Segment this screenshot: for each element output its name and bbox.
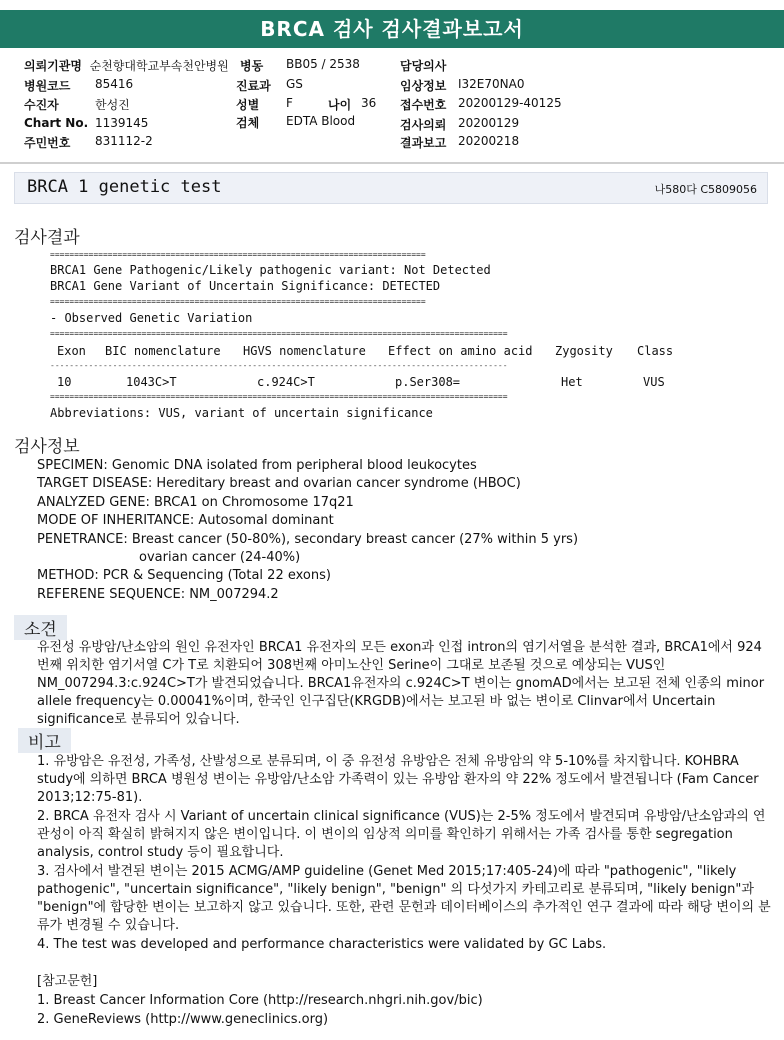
resident-value: 831112-2	[95, 134, 153, 148]
receipt-label: 접수번호	[400, 98, 447, 112]
results-heading: 검사결과	[14, 228, 80, 248]
chart-value: 1139145	[95, 116, 149, 130]
penetrance-line: PENETRANCE: Breast cancer (50-80%), secondary breast cancer (27% within 5 yrs)	[37, 532, 579, 547]
table-cell-class: VUS	[643, 375, 665, 389]
request-value: 20200129	[458, 116, 520, 130]
sex-label: 성별	[236, 98, 260, 112]
table-cell-bic: 1043C>T	[126, 375, 177, 389]
ward-label: 병동	[240, 59, 264, 73]
report-value: 20200218	[458, 134, 520, 148]
findings-heading: 소견	[14, 615, 67, 640]
test-code: 나580다 C5809056	[654, 183, 757, 196]
test-name-bar	[14, 172, 768, 204]
abbreviations-text: Abbreviations: VUS, variant of uncertain significance	[50, 406, 433, 420]
hospital-code-label: 병원코드	[24, 79, 71, 93]
table-cell-zygosity: Het	[561, 375, 583, 389]
age-value: 36	[361, 96, 377, 110]
table-header-effect: Effect on amino acid	[388, 344, 533, 358]
note-2: 2. BRCA 유전자 검사 시 Variant of uncertain clinical significance (VUS)는 2-5% 정도에서 발견되며 유방암/난소암과의 연관성이 아직 확실히 밝혀지지 않은 변이입니다. 이 변이의 임상적 의미를 확인하기 위해서는 가족 검사를 통한 segregation analysis, control study 등이 필요합니다.	[37, 809, 766, 860]
doctor-label: 담당의사	[400, 59, 447, 73]
ward-value: BB05 / 2538	[286, 57, 360, 71]
table-header-class: Class	[637, 344, 674, 358]
recipient-label: 수진자	[24, 98, 59, 112]
reference-2: 2. GeneReviews (http://www.geneclinics.org)	[37, 1012, 329, 1027]
note-4: 4. The test was developed and performance characteristics were validated by GC Labs.	[37, 937, 607, 952]
request-label: 검사의뢰	[400, 118, 447, 132]
table-cell-exon: 10	[57, 375, 72, 389]
analyzed-gene-line: ANALYZED GENE: BRCA1 on Chromosome 17q21	[37, 495, 354, 510]
table-cell-effect: p.Ser308=	[395, 375, 461, 389]
recipient-value: 한성진	[95, 98, 130, 112]
method-line: METHOD: PCR & Sequencing (Total 22 exons)	[37, 568, 331, 583]
table-separator-top: ===============================================================================================	[50, 329, 508, 338]
hospital-code-value: 85416	[95, 77, 134, 91]
header-divider	[0, 162, 784, 164]
chart-label: Chart No.	[24, 116, 89, 130]
notes-heading: 비고	[18, 728, 71, 753]
resident-label: 주민번호	[24, 136, 71, 150]
specimen-value: EDTA Blood	[286, 114, 356, 128]
results-line-pathogenic: BRCA1 Gene Pathogenic/Likely pathogenic variant: Not Detected	[50, 263, 491, 277]
results-separator-2: ==============================================================================	[50, 297, 426, 306]
specimen-label: 검체	[236, 116, 260, 130]
reference-1: 1. Breast Cancer Information Core (http://research.nhgri.nih.gov/bic)	[37, 993, 483, 1008]
results-line-vus: BRCA1 Gene Variant of Uncertain Significance: DETECTED	[50, 279, 441, 293]
receipt-value: 20200129-40125	[458, 96, 562, 110]
report-title: BRCA 검사 검사결과보고서	[0, 10, 784, 48]
penetrance-line-2: ovarian cancer (24-40%)	[139, 550, 301, 565]
references-heading: [참고문헌]	[37, 974, 98, 989]
table-header-zygosity: Zygosity	[555, 344, 613, 358]
inheritance-line: MODE OF INHERITANCE: Autosomal dominant	[37, 513, 334, 528]
age-label: 나이	[328, 98, 352, 112]
table-cell-hgvs: c.924C>T	[257, 375, 315, 389]
specimen-line: SPECIMEN: Genomic DNA isolated from peripheral blood leukocytes	[37, 458, 477, 473]
table-header-exon: Exon	[57, 344, 86, 358]
test-info-heading: 검사정보	[14, 437, 80, 457]
findings-text: 유전성 유방암/난소암의 원인 유전자인 BRCA1 유전자의 모든 exon과 인접 intron의 염기서열을 분석한 결과, BRCA1에서 924번째 위치한 염기서열 C가 T로 치환되어 308번째 아미노산인 Serine이 그대로 보존될 것으로 예상되는 VUS인 NM_007294.3:c.924C>T가 발견되었습니다. BRCA1유전자의 c.924C>T 변이는 gnomAD에서는 보고된 전체 인종의 minor allele frequency는 0.00041%이며, 한국인 인구집단(KRGDB)에서는 보고된 바 없는 변이로 Clinvar에서 Uncertain significance로 분류되어 있습니다.	[37, 640, 765, 727]
report-label: 결과보고	[400, 136, 447, 150]
table-header-hgvs: HGVS nomenclature	[243, 344, 366, 358]
department-value: GS	[286, 77, 303, 91]
clinical-info-value: I32E70NA0	[458, 77, 525, 91]
table-separator-mid: -----------------------------------------------------------------------------------------------	[50, 361, 508, 370]
department-label: 진료과	[236, 79, 271, 93]
sex-value: F	[286, 96, 293, 110]
note-1: 1. 유방암은 유전성, 가족성, 산발성으로 분류되며, 이 중 유전성 유방암은 전체 유방암의 약 5-10%를 차지합니다. KOHBRA study에 의하면 BRCA 병원성 변이는 유방암/난소암 가족력이 있는 유방암 환자의 약 22% 정도에서 발견됩니다 (Fam Cancer 2013;12:75-81).	[37, 754, 759, 805]
results-separator-1: ==============================================================================	[50, 250, 426, 259]
observed-variation-label: - Observed Genetic Variation	[50, 311, 253, 325]
table-separator-bottom: ===============================================================================================	[50, 392, 508, 401]
target-disease-line: TARGET DISEASE: Hereditary breast and ovarian cancer syndrome (HBOC)	[37, 476, 521, 491]
institution-value: 순천향대학교부속천안병원	[89, 59, 229, 73]
note-3: 3. 검사에서 발견된 변이는 2015 ACMG/AMP guideline (Genet Med 2015;17:405-24)에 따라 "pathogenic", "likely pathogenic", "uncertain significance", "likely benign", "benign" 의 다섯가지 카테고리로 분류되며, "likely benign"과 "benign"에 합당한 변이는 보고하지 않고 있습니다. 또한, 관련 문헌과 데이터베이스의 추가적인 연구 결과에 따라 해당 변이의 분류가 변경될 수 있습니다.	[37, 864, 771, 933]
clinical-info-label: 임상정보	[400, 79, 447, 93]
institution-label: 의뢰기관명	[24, 59, 82, 73]
test-name: BRCA 1 genetic test	[27, 177, 222, 197]
reference-sequence-line: REFERENE SEQUENCE: NM_007294.2	[37, 587, 279, 602]
table-header-bic: BIC nomenclature	[105, 344, 221, 358]
